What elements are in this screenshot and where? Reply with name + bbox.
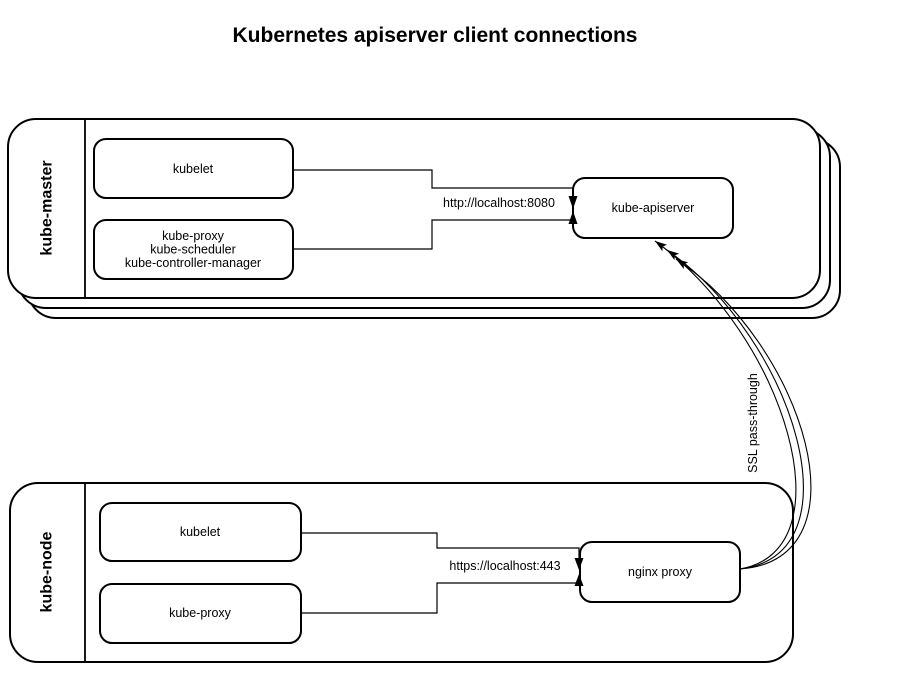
node-edge-label: https://localhost:443 xyxy=(449,559,561,573)
diagram-title: Kubernetes apiserver client connections xyxy=(232,24,638,47)
kube-master-group xyxy=(8,119,840,318)
master-services-box xyxy=(94,220,293,279)
kube-node-label: kube-node xyxy=(38,531,56,613)
master-edge-label: http://localhost:8080 xyxy=(443,196,555,210)
kube-master-label: kube-master xyxy=(38,160,56,256)
kube-apiserver-box xyxy=(573,178,733,238)
master-services-line-1: kube-proxy xyxy=(162,229,224,243)
nginx-proxy-label: nginx proxy xyxy=(628,565,692,579)
master-services-line-3: kube-controller-manager xyxy=(124,256,262,270)
master-kubelet-label: kubelet xyxy=(172,162,214,176)
node-kube-proxy-box xyxy=(100,584,301,643)
nginx-proxy-box xyxy=(580,542,740,602)
kube-apiserver-label: kube-apiserver xyxy=(611,201,695,215)
master-kubelet-box xyxy=(94,139,293,198)
node-kube-proxy-label: kube-proxy xyxy=(169,606,231,620)
ssl-pass-through-label: SSL pass-through xyxy=(746,373,760,473)
node-kubelet-label: kubelet xyxy=(179,525,221,539)
master-services-line-2: kube-scheduler xyxy=(150,242,236,257)
kube-node-group xyxy=(10,483,793,662)
node-kubelet-box xyxy=(100,503,301,561)
